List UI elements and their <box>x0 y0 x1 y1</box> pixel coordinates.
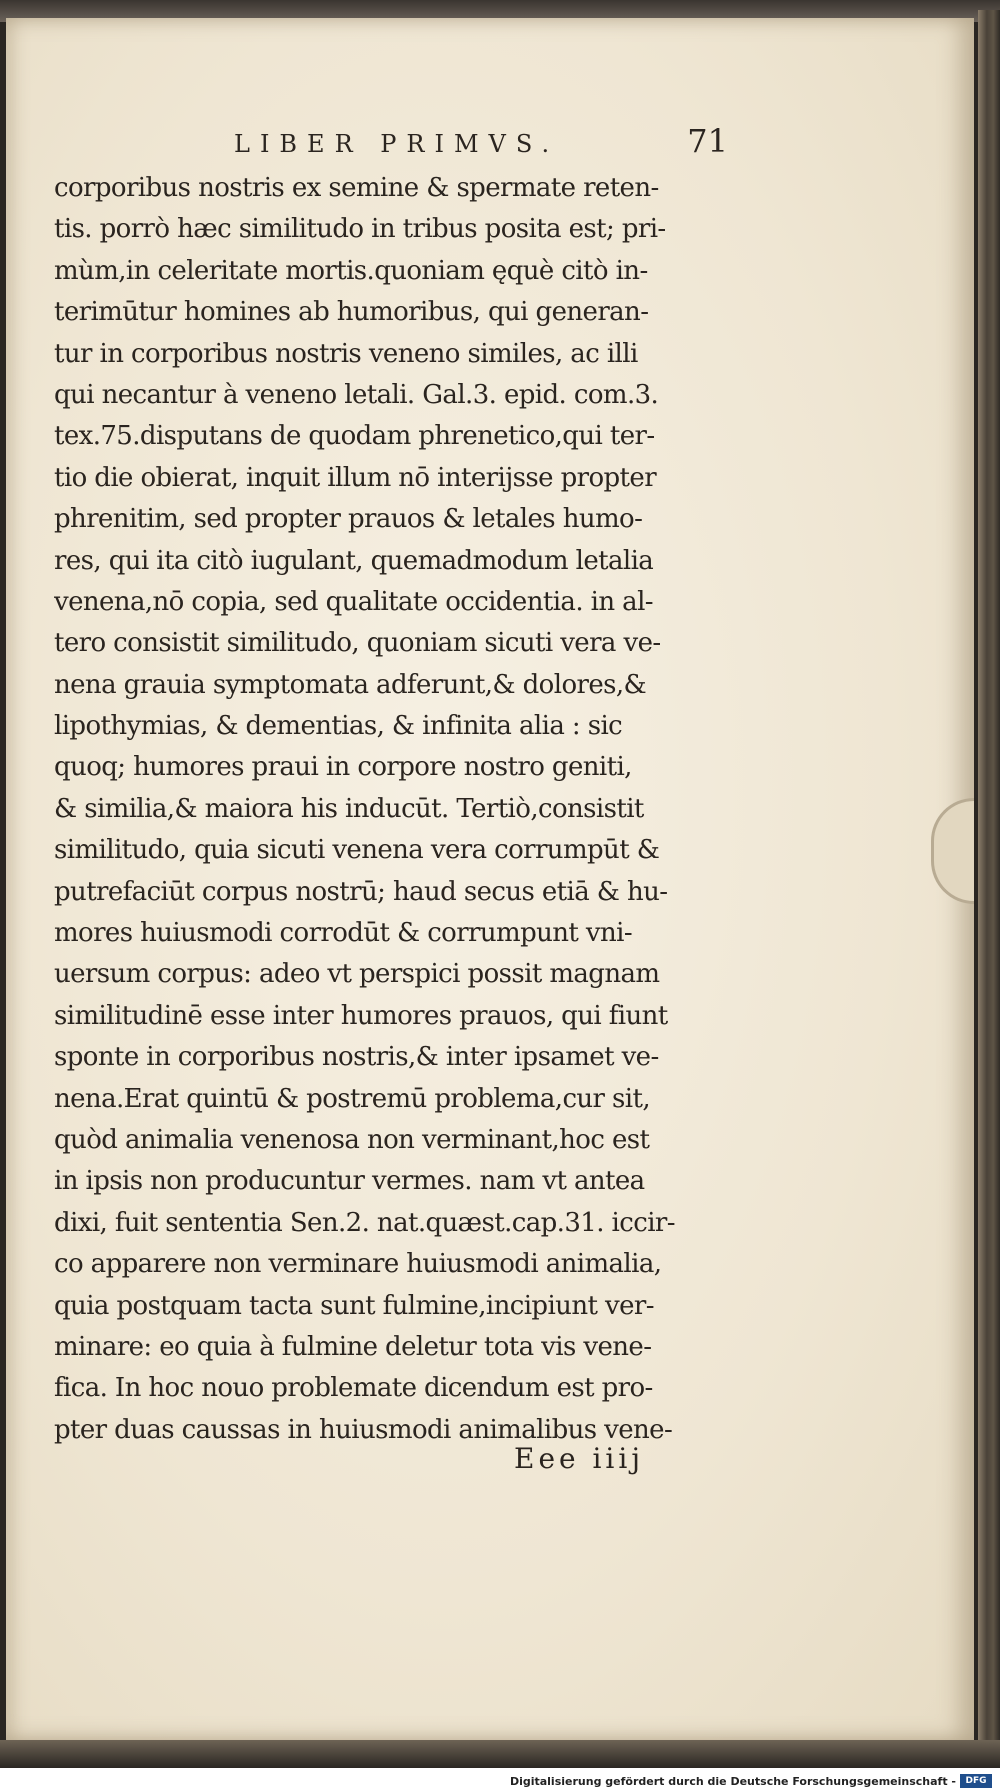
text-line: minare: eo quia à fulmine deletur tota vis vene- <box>54 1331 652 1362</box>
text-line: mores huiusmodi corrodūt & corrumpunt vni- <box>54 918 633 949</box>
text-line: fica. In hoc nouo problemate dicendum est pro- <box>54 1373 653 1404</box>
text-line: tio die obierat, inquit illum nō interijsse propter <box>54 462 657 493</box>
text-line: nena.Erat quintū & postremū problema,cur sit, <box>54 1083 651 1114</box>
text-line: terimūtur homines ab humoribus, qui generan- <box>54 297 649 328</box>
text-line: similitudo, quia sicuti venena vera corrumpūt & <box>54 835 660 866</box>
text-line: co apparere non verminare huiusmodi animalia, <box>54 1249 662 1280</box>
text-line: in ipsis non producuntur vermes. nam vt antea <box>54 1166 645 1197</box>
funding-credit: Digitalisierung gefördert durch die Deutsche Forschungsgemeinschaft - <box>509 1775 956 1788</box>
text-line: dixi, fuit sententia Sen.2. nat.quæst.cap.31. iccir- <box>54 1207 675 1238</box>
book-edge-bottom <box>0 1740 1000 1768</box>
page-clasp-mark <box>931 798 974 904</box>
dfg-logo: DFG <box>960 1774 992 1788</box>
text-line: similitudinē esse inter humores prauos, qui fiunt <box>54 1000 668 1031</box>
text-line: quia postquam tacta sunt fulmine,incipiunt ver- <box>54 1290 654 1321</box>
running-head <box>54 118 734 168</box>
book-page <box>6 18 974 1740</box>
text-line: tur in corporibus nostris veneno similes, ac illi <box>54 338 638 369</box>
text-line: mùm,in celeritate mortis.quoniam ęquè citò in- <box>54 255 648 286</box>
body-text <box>54 168 734 1451</box>
footer-bar <box>0 1768 1000 1792</box>
text-line: nena grauia symptomata adferunt,& dolores,& <box>54 669 647 700</box>
text-line: quoq; humores praui in corpore nostro geniti, <box>54 752 632 783</box>
text-line: venena,nō copia, sed qualitate occidentia. in al- <box>54 586 653 617</box>
text-line: sponte in corporibus nostris,& inter ipsamet ve- <box>54 1042 659 1073</box>
page-number: 71 <box>687 122 728 160</box>
text-line: putrefaciūt corpus nostrū; haud secus etiā & hu- <box>54 876 668 907</box>
text-line: uersum corpus: adeo vt perspici possit magnam <box>54 959 660 990</box>
text-line: res, qui ita citò iugulant, quemadmodum letalia <box>54 545 654 576</box>
text-line: tex.75.disputans de quodam phrenetico,qui ter- <box>54 421 655 452</box>
text-line: corporibus nostris ex semine & spermate reten- <box>54 173 659 203</box>
text-line: qui necantur à veneno letali. Gal.3. epid. com.3. <box>54 379 659 410</box>
text-line: tis. porrò hæc similitudo in tribus posita est; pri- <box>54 214 666 245</box>
text-line: phrenitim, sed propter prauos & letales humo- <box>54 504 643 535</box>
running-title: LIBER PRIMVS. <box>234 130 560 158</box>
text-line: & similia,& maiora his inducūt. Tertiò,consistit <box>54 793 644 824</box>
book-edge-right <box>978 10 1000 1770</box>
signature-mark: Eee iiij <box>514 1442 645 1475</box>
text-line: quòd animalia venenosa non verminant,hoc est <box>54 1124 650 1155</box>
text-line: lipothymias, & dementias, & infinita alia : sic <box>54 711 623 742</box>
text-line: tero consistit similitudo, quoniam sicuti vera ve- <box>54 628 661 659</box>
text-line: pter duas caussas in huiusmodi animalibus vene- <box>54 1414 673 1445</box>
